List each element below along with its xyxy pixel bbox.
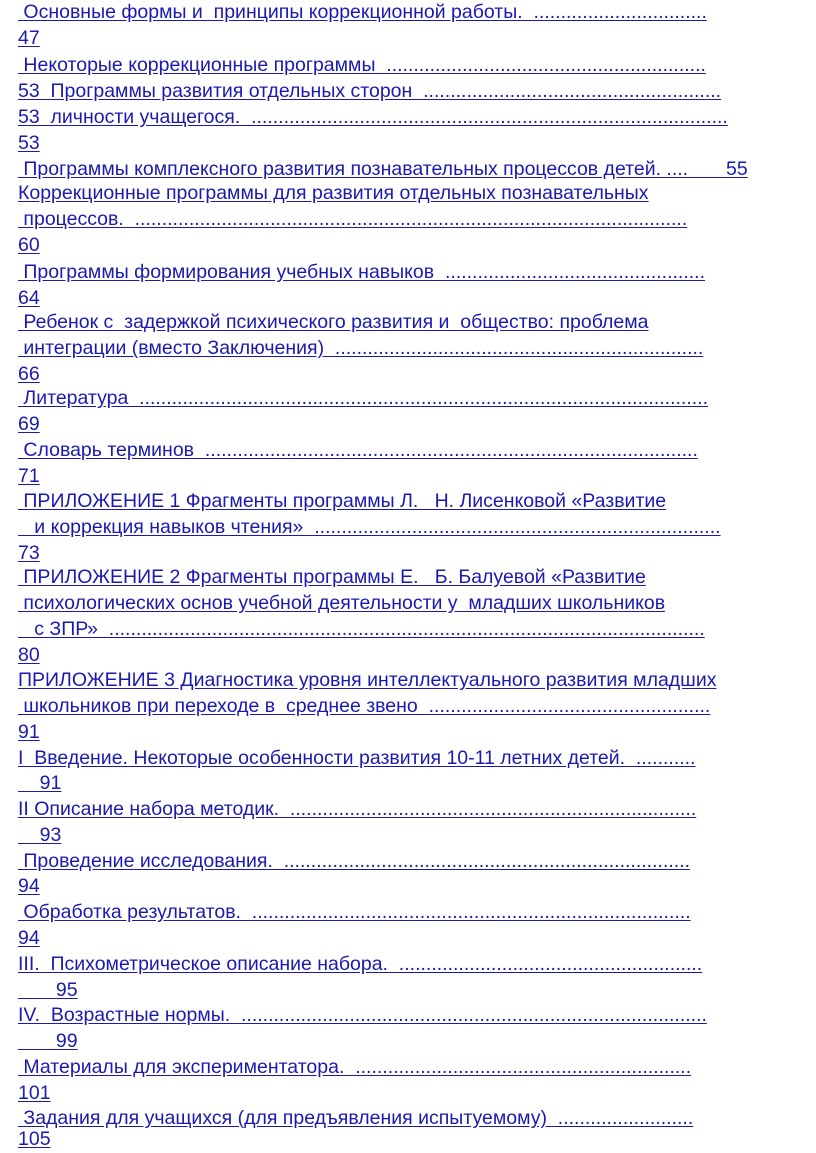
- toc-page-number[interactable]: 80: [18, 644, 40, 666]
- toc-link-line[interactable]: Задания для учащихся (для предъявления испытуемому) .........................: [18, 1107, 694, 1129]
- toc-link-line[interactable]: ПРИЛОЖЕНИЕ 3 Диагностика уровня интеллектуального развития младших: [18, 669, 717, 691]
- toc-page-number[interactable]: 66: [18, 363, 40, 385]
- toc-link-line[interactable]: и коррекция навыков чтения» ...........................................................................: [18, 516, 721, 538]
- toc-page-number[interactable]: 94: [18, 927, 40, 949]
- toc-link-line[interactable]: с ЗПР» ..............................................................................................................: [18, 618, 705, 640]
- toc-page-number[interactable]: 71: [18, 465, 40, 487]
- toc-link-line[interactable]: Программы комплексного развития познавательных процессов детей. .... 55: [18, 158, 748, 180]
- toc-link-line[interactable]: Словарь терминов ...........................................................................................: [18, 439, 698, 461]
- toc-link-line[interactable]: Обработка результатов. .................................................................................: [18, 901, 691, 923]
- toc-page-number[interactable]: 95: [18, 979, 78, 1001]
- toc-page-number[interactable]: 101: [18, 1082, 51, 1104]
- toc-page-number[interactable]: 94: [18, 875, 40, 897]
- toc-link-line[interactable]: 53 Программы развития отдельных сторон .......................................................: [18, 80, 722, 102]
- toc-link-line[interactable]: процессов. ......................................................................................................: [18, 208, 688, 230]
- toc-page-number[interactable]: 93: [18, 824, 62, 846]
- toc-page-number[interactable]: 60: [18, 234, 40, 256]
- toc-link-line[interactable]: 53 личности учащегося. ........................................................................................: [18, 106, 728, 128]
- toc-page-number[interactable]: 105: [18, 1128, 51, 1150]
- toc-link-line[interactable]: II Описание набора методик. ...........................................................................: [18, 798, 697, 820]
- toc-link-line[interactable]: III. Психометрическое описание набора. ........................................................: [18, 953, 703, 975]
- toc-link-line[interactable]: Некоторые коррекционные программы ...........................................................: [18, 54, 706, 76]
- toc-page-number[interactable]: 99: [18, 1030, 78, 1052]
- toc-page-number[interactable]: 91: [18, 772, 62, 794]
- toc-link-line[interactable]: интеграции (вместо Заключения) ....................................................................: [18, 337, 704, 359]
- toc-link-line[interactable]: IV. Возрастные нормы. ......................................................................................: [18, 1004, 707, 1026]
- toc-page-number[interactable]: 69: [18, 413, 40, 435]
- toc-link-line[interactable]: Литература .........................................................................................................: [18, 387, 708, 409]
- toc-link-line[interactable]: Основные формы и принципы коррекционной работы. ................................: [18, 1, 707, 23]
- toc-link-line[interactable]: I Введение. Некоторые особенности развития 10-11 летних детей. ...........: [18, 747, 696, 769]
- toc-page-number[interactable]: 64: [18, 287, 40, 309]
- toc-link-line[interactable]: ПРИЛОЖЕНИЕ 1 Фрагменты программы Л. Н. Лисенковой «Развитие: [18, 490, 667, 512]
- toc-link-line[interactable]: психологических основ учебной деятельности у младших школьников: [18, 592, 666, 614]
- toc-link-line[interactable]: Ребенок с задержкой психического развития и общество: проблема: [18, 311, 649, 333]
- toc-page-number[interactable]: 73: [18, 542, 40, 564]
- toc-page-number[interactable]: 53: [18, 132, 40, 154]
- toc-link-line[interactable]: Программы формирования учебных навыков ................................................: [18, 261, 706, 283]
- toc-page-number[interactable]: 47: [18, 27, 40, 49]
- toc-link-line[interactable]: школьников при переходе в среднее звено ....................................................: [18, 695, 711, 717]
- toc-link-line[interactable]: Проведение исследования. ...........................................................................: [18, 850, 691, 872]
- toc-page-number[interactable]: 91: [18, 721, 40, 743]
- toc-link-line[interactable]: Коррекционные программы для развития отдельных познавательных: [18, 182, 649, 204]
- toc-link-line[interactable]: Материалы для экспериментатора. ..............................................................: [18, 1056, 692, 1078]
- toc-link-line[interactable]: ПРИЛОЖЕНИЕ 2 Фрагменты программы Е. Б. Балуевой «Развитие: [18, 566, 646, 588]
